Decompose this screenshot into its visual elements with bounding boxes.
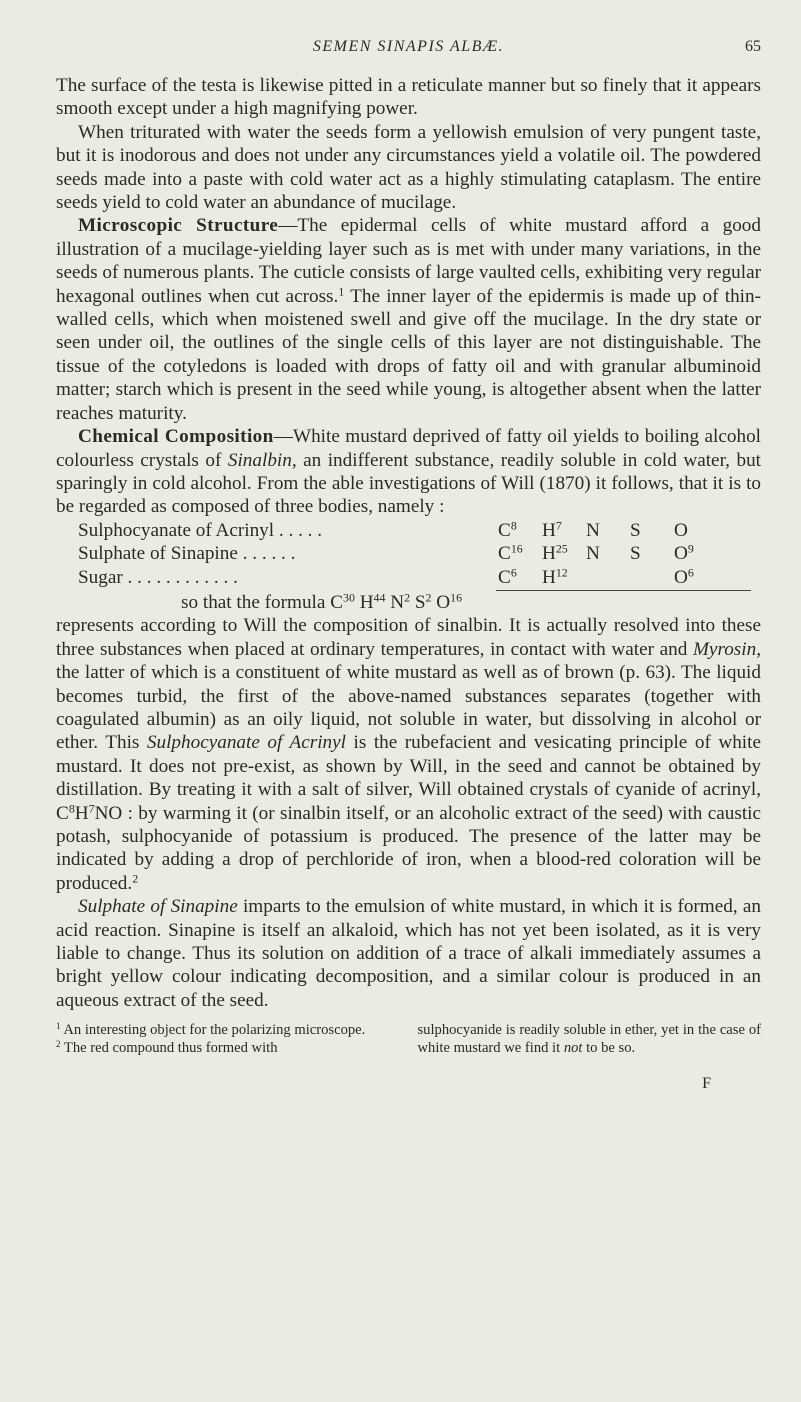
microscopic-text-rest: The inner layer of the epidermis is made up of thin-walled cells, which when moistened swell and give off the mucilage. In the dry state or seen under oil, the outlines of the single cells of this layer are not distinguishable. The tissue of the cotyledons is loaded with drops of fatty oil and with granular albuminoid matter; starch which is present in the seed while young, is altogether absent when the latter reaches maturity. (56, 285, 761, 424)
running-head (56, 38, 761, 62)
compound-name: Sulphocyanate of Acrinyl . . . . . (78, 519, 323, 541)
term-myrosin: Myrosin, (692, 638, 761, 660)
footnote-2: $^2$ The red compound thus formed with (56, 1038, 278, 1056)
footnote-1: $^1$ An interesting object for the polarizing microscope. (56, 1021, 366, 1039)
microscopic-text: —The epidermal cells of white mustard afford a good illustration of a mucilage-yielding layer such as is met with under many variations, in the seeds of numerous plants. The cuticle consists of large vaulted cells, exhibiting very regular hexagonal outlines when cut across. (56, 215, 761, 307)
signature-mark: F (702, 1075, 711, 1093)
formula-nitrogen: N (586, 519, 600, 541)
formula-hydrogen: $H^7$ (542, 518, 562, 541)
paragraph-testa: The surface of the testa is likewise pitted in a reticulate manner but so finely that it appears smooth except under a high magnifying power. (56, 75, 761, 120)
table-row (78, 566, 704, 589)
paragraph-sinapine: Sulphate of Sinapine imparts to the emulsion of white mustard, in which it is formed, an acid reaction. Sinapine is itself an alkaloid, which has not yet been isolated, as it is very liable to change. Thus its solution on addition of a trace of alkali immediately assumes a bright yellow colour indicating decomposition, and a similar colour is produced in an aqueous extract of the seed. (56, 896, 761, 1011)
formula-oxygen: $O^9$ (674, 541, 694, 565)
formula-sulphur (630, 566, 674, 589)
table-row (78, 519, 704, 542)
composition-table (78, 519, 704, 589)
formula-carbon: $C^{16}$ (498, 541, 523, 565)
sinalbin-formula-line: so that the formula $C^{30}$ $H^{44}$ $N^2$ $S^2$ $O^{16}$ (181, 590, 463, 613)
running-title: SEMEN SINAPIS ALBÆ. (312, 38, 505, 55)
chemical-text-b: an indifferent substance, readily soluble in cold water, but sparingly in cold alcohol. From the able investigations of Will (1870) it follows, that it is to be regarded as composed of three bodies, namely : (56, 449, 761, 518)
formula-oxygen: $O^6$ (674, 564, 694, 588)
formula-oxygen: O (674, 519, 688, 541)
formula-nitrogen (586, 566, 630, 589)
footnotes-right (418, 1022, 762, 1057)
footnote-2-continued: sulphocyanide is readily soluble in ether, yet in the case of white mustard we find it not to be so. (417, 1022, 761, 1056)
formula-hydrogen: $H^{12}$ (542, 564, 568, 588)
footnote-ref-1: 1 (338, 284, 345, 299)
formula-nitrogen: N (586, 543, 600, 565)
formula-sulphur: S (630, 543, 641, 565)
section-heading-chemical: Chemical Composition (78, 426, 274, 448)
paragraph-resolution: represents according to Will the composition of sinalbin. It is actually resolved into these three substances when placed at ordinary temperatures, in contact with water and Myrosin, the latter of which is a constituent of white mustard as well as of brown (p. 63). The liquid becomes turbid, the first of the above-named substances separates (together with coagulated albumin) as an oily liquid, not soluble in water, but dissolving in alcohol or ether. This Sulphocyanate of Acrinyl is the rubefacient and vesicating principle of white mustard. It does not pre-exist, as shown by Will, in the seed and cannot be obtained by distillation. By treating it with a salt of silver, Will obtained crystals of cyanide of acrinyl, $C^8H^7NO$ : by warming it (or sinalbin itself, or an alcoholic extract of the seed) with caustic potash, sulphocyanide of potassium is produced. The presence of the latter may be indicated by adding a drop of perchloride of iron, when a blood-red coloration will be produced.$^2$ (56, 615, 761, 894)
term-sulphocyanate-acrinyl: Sulphocyanate of Acrinyl (146, 732, 346, 754)
formula-sulphur: S (630, 519, 641, 541)
term-sinalbin: Sinalbin, (227, 449, 297, 471)
paragraph-trituration: When triturated with water the seeds form a yellowish emulsion of very pungent taste, but it is inodorous and does not under any circumstances yield a volatile oil. The powdered seeds made into a paste with cold water act as a highly stimulating cataplasm. The entire seeds yield to cold water an abundance of mucilage. (56, 121, 761, 214)
chemical-text-a: —White mustard deprived of fatty oil yields to boiling alcohol colourless crystals of (56, 426, 762, 471)
paragraph-microscopic-structure (56, 214, 761, 425)
section-heading-microscopic: Microscopic Structure (78, 215, 279, 237)
body-text (56, 74, 761, 1012)
page-number: 65 (745, 38, 761, 55)
paragraph-chemical-composition (56, 425, 761, 519)
formula-carbon: $C^6$ (498, 564, 517, 588)
table-row (78, 542, 704, 565)
footnote-ref-2: 2 (132, 871, 139, 886)
formula-carbon: $C^8$ (498, 518, 517, 541)
footnotes (56, 1022, 761, 1057)
term-sulphate-sinapine: Sulphate of Sinapine (78, 896, 238, 918)
formula-hydrogen: $H^{25}$ (542, 541, 568, 565)
compound-name: Sugar . . . . . . . . . . . . (78, 566, 238, 588)
footnotes-left (56, 1022, 400, 1057)
compound-name: Sulphate of Sinapine . . . . . . (78, 543, 296, 565)
